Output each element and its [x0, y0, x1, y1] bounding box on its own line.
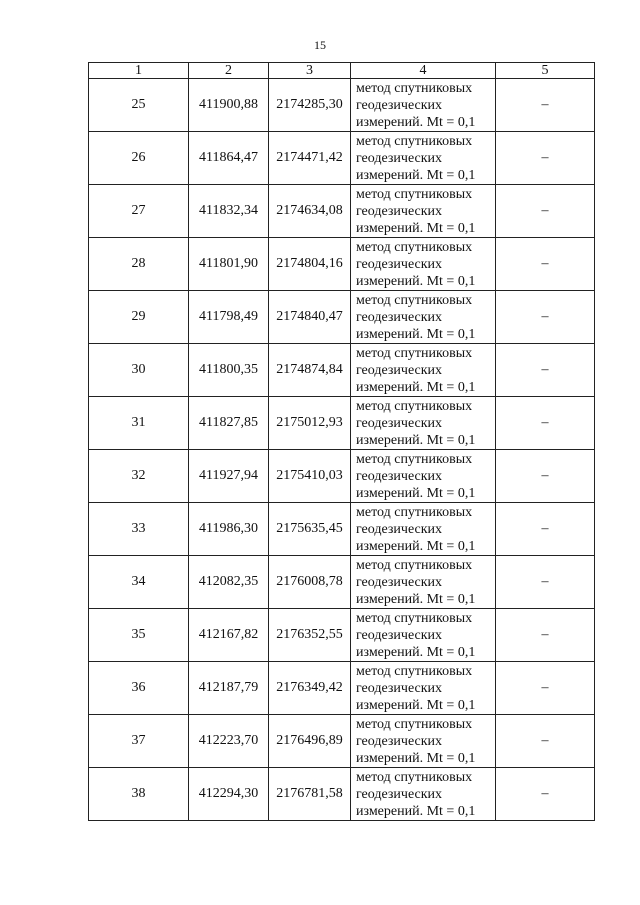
y-coordinate-cell: 2174285,30	[269, 79, 351, 132]
method-line-1: метод спутниковых	[356, 292, 473, 308]
description-cell: –	[496, 450, 595, 503]
coordinates-table	[88, 62, 595, 821]
method-cell	[351, 662, 496, 715]
method-line-1: метод спутниковых	[356, 504, 473, 520]
y-coordinate-cell: 2174874,84	[269, 344, 351, 397]
method-line-3: измерений. Mt = 0,1	[356, 644, 476, 660]
header-col-5: 5	[496, 63, 595, 79]
method-line-2: геодезических	[356, 627, 443, 643]
method-cell	[351, 768, 496, 821]
method-line-3: измерений. Mt = 0,1	[356, 379, 476, 395]
method-line-2: геодезических	[356, 362, 443, 378]
x-coordinate-cell: 412082,35	[189, 556, 269, 609]
x-coordinate-cell: 411832,34	[189, 185, 269, 238]
x-coordinate-cell: 411800,35	[189, 344, 269, 397]
method-line-2: геодезических	[356, 468, 443, 484]
x-coordinate-cell: 412187,79	[189, 662, 269, 715]
description-cell: –	[496, 609, 595, 662]
x-coordinate-cell: 411900,88	[189, 79, 269, 132]
table-row	[89, 397, 595, 450]
point-number-cell: 31	[89, 397, 189, 450]
description-cell: –	[496, 397, 595, 450]
method-line-3: измерений. Mt = 0,1	[356, 273, 476, 289]
y-coordinate-cell: 2176496,89	[269, 715, 351, 768]
point-number-cell: 33	[89, 503, 189, 556]
method-line-2: геодезических	[356, 256, 443, 272]
method-cell	[351, 344, 496, 397]
method-cell	[351, 397, 496, 450]
header-col-4: 4	[351, 63, 496, 79]
method-line-2: геодезических	[356, 574, 443, 590]
y-coordinate-cell: 2176349,42	[269, 662, 351, 715]
header-col-2: 2	[189, 63, 269, 79]
point-number-cell: 27	[89, 185, 189, 238]
table-row	[89, 185, 595, 238]
description-cell: –	[496, 662, 595, 715]
method-line-3: измерений. Mt = 0,1	[356, 538, 476, 554]
method-line-2: геодезических	[356, 521, 443, 537]
method-line-2: геодезических	[356, 733, 443, 749]
table-row	[89, 132, 595, 185]
method-line-1: метод спутниковых	[356, 133, 473, 149]
method-cell	[351, 185, 496, 238]
method-cell	[351, 132, 496, 185]
header-col-3: 3	[269, 63, 351, 79]
table-header-row	[89, 63, 595, 79]
method-line-2: геодезических	[356, 203, 443, 219]
table-row	[89, 503, 595, 556]
description-cell: –	[496, 79, 595, 132]
table-row	[89, 609, 595, 662]
y-coordinate-cell: 2175012,93	[269, 397, 351, 450]
method-line-3: измерений. Mt = 0,1	[356, 591, 476, 607]
method-line-2: геодезических	[356, 786, 443, 802]
page-number: 15	[314, 38, 326, 52]
point-number-cell: 32	[89, 450, 189, 503]
description-cell: –	[496, 291, 595, 344]
method-cell	[351, 503, 496, 556]
method-cell	[351, 450, 496, 503]
y-coordinate-cell: 2175410,03	[269, 450, 351, 503]
description-cell: –	[496, 503, 595, 556]
point-number-cell: 25	[89, 79, 189, 132]
method-cell	[351, 238, 496, 291]
method-line-3: измерений. Mt = 0,1	[356, 803, 476, 819]
x-coordinate-cell: 411986,30	[189, 503, 269, 556]
method-line-2: геодезических	[356, 415, 443, 431]
x-coordinate-cell: 411827,85	[189, 397, 269, 450]
description-cell: –	[496, 238, 595, 291]
point-number-cell: 35	[89, 609, 189, 662]
table-row	[89, 238, 595, 291]
description-cell: –	[496, 715, 595, 768]
x-coordinate-cell: 411864,47	[189, 132, 269, 185]
method-cell	[351, 79, 496, 132]
y-coordinate-cell: 2176781,58	[269, 768, 351, 821]
point-number-cell: 38	[89, 768, 189, 821]
method-line-1: метод спутниковых	[356, 345, 473, 361]
y-coordinate-cell: 2174804,16	[269, 238, 351, 291]
method-line-1: метод спутниковых	[356, 716, 473, 732]
header-col-1: 1	[89, 63, 189, 79]
method-line-1: метод спутниковых	[356, 186, 473, 202]
description-cell: –	[496, 768, 595, 821]
method-cell	[351, 609, 496, 662]
description-cell: –	[496, 185, 595, 238]
x-coordinate-cell: 411927,94	[189, 450, 269, 503]
method-line-3: измерений. Mt = 0,1	[356, 114, 476, 130]
method-line-3: измерений. Mt = 0,1	[356, 750, 476, 766]
y-coordinate-cell: 2174634,08	[269, 185, 351, 238]
method-line-1: метод спутниковых	[356, 80, 473, 96]
table-row	[89, 556, 595, 609]
point-number-cell: 36	[89, 662, 189, 715]
method-line-1: метод спутниковых	[356, 663, 473, 679]
method-line-2: геодезических	[356, 150, 443, 166]
table-row	[89, 291, 595, 344]
method-line-3: измерений. Mt = 0,1	[356, 220, 476, 236]
y-coordinate-cell: 2176008,78	[269, 556, 351, 609]
method-line-1: метод спутниковых	[356, 451, 473, 467]
y-coordinate-cell: 2174840,47	[269, 291, 351, 344]
table-row	[89, 715, 595, 768]
method-line-1: метод спутниковых	[356, 769, 473, 785]
point-number-cell: 26	[89, 132, 189, 185]
x-coordinate-cell: 412294,30	[189, 768, 269, 821]
table-row	[89, 768, 595, 821]
y-coordinate-cell: 2176352,55	[269, 609, 351, 662]
method-cell	[351, 291, 496, 344]
point-number-cell: 34	[89, 556, 189, 609]
table-row	[89, 662, 595, 715]
method-line-3: измерений. Mt = 0,1	[356, 167, 476, 183]
x-coordinate-cell: 412167,82	[189, 609, 269, 662]
method-line-3: измерений. Mt = 0,1	[356, 432, 476, 448]
point-number-cell: 30	[89, 344, 189, 397]
method-cell	[351, 715, 496, 768]
table-row	[89, 79, 595, 132]
method-line-3: измерений. Mt = 0,1	[356, 326, 476, 342]
method-line-1: метод спутниковых	[356, 610, 473, 626]
method-line-1: метод спутниковых	[356, 557, 473, 573]
point-number-cell: 37	[89, 715, 189, 768]
method-line-2: геодезических	[356, 97, 443, 113]
method-line-2: геодезических	[356, 680, 443, 696]
point-number-cell: 28	[89, 238, 189, 291]
method-line-3: измерений. Mt = 0,1	[356, 485, 476, 501]
method-line-1: метод спутниковых	[356, 239, 473, 255]
method-line-2: геодезических	[356, 309, 443, 325]
point-number-cell: 29	[89, 291, 189, 344]
x-coordinate-cell: 411801,90	[189, 238, 269, 291]
description-cell: –	[496, 556, 595, 609]
y-coordinate-cell: 2175635,45	[269, 503, 351, 556]
x-coordinate-cell: 411798,49	[189, 291, 269, 344]
method-line-3: измерений. Mt = 0,1	[356, 697, 476, 713]
method-line-1: метод спутниковых	[356, 398, 473, 414]
method-cell	[351, 556, 496, 609]
description-cell: –	[496, 132, 595, 185]
y-coordinate-cell: 2174471,42	[269, 132, 351, 185]
table-row	[89, 344, 595, 397]
description-cell: –	[496, 344, 595, 397]
table-row	[89, 450, 595, 503]
x-coordinate-cell: 412223,70	[189, 715, 269, 768]
